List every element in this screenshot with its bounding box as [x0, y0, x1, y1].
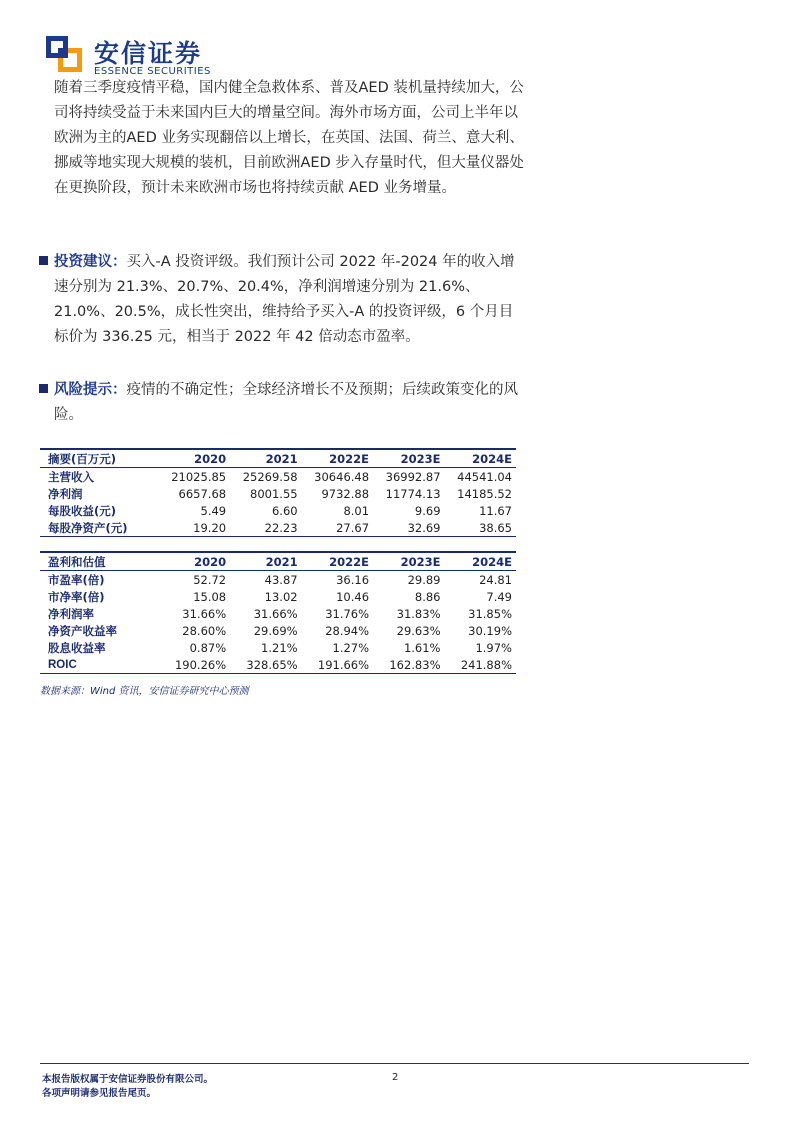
row-label: 每股净资产(元) [40, 519, 159, 537]
table-cell: 25269.58 [242, 469, 298, 484]
financial-summary-table [40, 448, 516, 537]
table-cell: 8001.55 [250, 486, 298, 501]
table-cell: 30.19% [468, 623, 512, 638]
table-cell: 52.72 [193, 572, 227, 587]
header-cell: 2021 [230, 449, 301, 468]
table-cell: 14185.52 [457, 486, 512, 501]
valuation-table [40, 551, 516, 674]
table-cell: 1.97% [475, 640, 512, 655]
table-cell: 29.89 [407, 572, 441, 587]
investment-advice-paragraph [54, 250, 524, 350]
header-cell: 2022E [302, 449, 373, 468]
table-cell: 22.23 [230, 519, 301, 537]
table-cell: 31.76% [325, 606, 370, 621]
table-cell: 31.85% [468, 606, 512, 621]
header-cell: 2024E [445, 552, 517, 571]
table-cell: 1.21% [261, 640, 298, 655]
header-cell: 2020 [159, 449, 230, 468]
header-cell: 2023E [373, 449, 444, 468]
table-cell: 28.94% [325, 623, 370, 638]
company-logo [44, 34, 244, 80]
header-cell: 盈利和估值 [40, 552, 159, 571]
table-cell: 31.66% [253, 606, 298, 621]
page-number: 2 [392, 1072, 399, 1083]
table-cell: 38.65 [445, 519, 516, 537]
table-row [40, 502, 516, 519]
logo-english-name: ESSENCE SECURITIES [94, 66, 211, 77]
table-cell: 30646.48 [314, 469, 370, 484]
table-cell: 1.27% [332, 640, 370, 655]
square-bullet-icon [39, 256, 48, 265]
row-label: ROIC [40, 656, 159, 674]
table-cell: 0.87% [189, 640, 227, 655]
table-cell: 31.83% [396, 606, 441, 621]
row-label: 净资产收益率 [48, 623, 117, 638]
table-row [40, 605, 516, 622]
table-cell: 21025.85 [171, 469, 227, 484]
table-cell: 28.60% [182, 623, 227, 638]
essence-logo-icon [44, 34, 84, 74]
table-cell: 11.67 [479, 503, 512, 518]
table-cell: 1.61% [403, 640, 441, 655]
table-cell: 44541.04 [457, 469, 512, 484]
table-cell: 328.65% [230, 656, 301, 674]
table-header-row [40, 449, 516, 468]
table-header-row [40, 552, 516, 571]
row-label: 每股收益(元) [48, 503, 117, 518]
header-cell: 2021 [230, 552, 301, 571]
table-cell: 19.20 [159, 519, 230, 537]
investment-advice-label: 投资建议： [54, 254, 127, 270]
header-cell: 摘要(百万元) [40, 449, 159, 468]
table-row [40, 571, 516, 589]
table-cell: 8.86 [414, 589, 441, 604]
table-cell: 36.16 [336, 572, 370, 587]
table-cell: 5.49 [200, 503, 227, 518]
table-cell: 11774.13 [385, 486, 441, 501]
table-row [40, 588, 516, 605]
table-cell: 10.46 [336, 589, 370, 604]
table-row [40, 656, 516, 674]
table-row [40, 622, 516, 639]
table-row [40, 639, 516, 656]
table-cell: 36992.87 [385, 469, 441, 484]
table-cell: 191.66% [302, 656, 373, 674]
header-cell: 2024E [445, 449, 516, 468]
header-cell: 2023E [373, 552, 444, 571]
row-label: 股息收益率 [48, 640, 106, 655]
footer-disclaimer: 各项声明请参见报告尾页。 [42, 1088, 157, 1099]
table-cell: 6.60 [271, 503, 298, 518]
table-cell: 162.83% [373, 656, 444, 674]
table-cell: 6657.68 [178, 486, 227, 501]
investment-advice-text: 买入-A 投资评级。我们预计公司 2022 年-2024 年的收入增速分别为 21.3%、20.7%、20.4%，净利润增速分别为 21.6%、21.0%、20.5%，成长性突出，维持给予买入-A 的投资评级，6 个月目标价为 336.25 元，相当于 2022 年 42 倍动态市盈率。 [54, 254, 515, 345]
header-cell: 2022E [302, 552, 373, 571]
table-cell: 29.63% [396, 623, 441, 638]
row-label: 净利润率 [48, 606, 94, 621]
table-cell: 190.26% [159, 656, 230, 674]
row-label: 市盈率(倍) [48, 572, 105, 587]
table-cell: 7.49 [486, 589, 512, 604]
table-cell: 241.88% [445, 656, 517, 674]
table-cell: 9732.88 [321, 486, 370, 501]
data-source-note: 数据来源：Wind 资讯，安信证券研究中心预测 [40, 686, 249, 697]
table-cell: 29.69% [253, 623, 298, 638]
table-cell: 8.01 [343, 503, 370, 518]
risk-warning-paragraph [54, 378, 524, 428]
table-cell: 13.02 [264, 589, 298, 604]
table-cell: 31.66% [182, 606, 227, 621]
body-paragraph-aed: 随着三季度疫情平稳，国内健全急救体系、普及AED 装机量持续加大，公司将持续受益于未来国内巨大的增量空间。海外市场方面，公司上半年以欧洲为主的AED 业务实现翻倍以上增长，在英国、法国、荷兰、意大利、挪威等地实现大规模的装机，目前欧洲AED 步入存量时代，但大量仪器处在更换阶段，预计未来欧洲市场也将持续贡献 AED 业务增量。 [54, 80, 524, 196]
table-cell: 32.69 [373, 519, 444, 537]
logo-chinese-name: 安信证券 [94, 39, 203, 68]
risk-warning-text: 疫情的不确定性；全球经济增长不及预期；后续政策变化的风险。 [54, 382, 518, 423]
table-cell: 15.08 [193, 589, 227, 604]
table-row [40, 468, 516, 486]
table-row [40, 519, 516, 537]
table-cell: 27.67 [302, 519, 373, 537]
footer-divider [40, 1063, 749, 1064]
table-cell: 9.69 [414, 503, 441, 518]
row-label: 净利润 [48, 486, 83, 501]
table-cell: 43.87 [264, 572, 298, 587]
header-cell: 2020 [159, 552, 230, 571]
row-label: 主营收入 [48, 469, 94, 484]
row-label: 市净率(倍) [48, 589, 105, 604]
risk-warning-label: 风险提示： [54, 382, 127, 398]
square-bullet-icon [39, 384, 48, 393]
footer-copyright: 本报告版权属于安信证券股份有限公司。 [42, 1074, 214, 1085]
table-cell: 24.81 [479, 572, 512, 587]
table-row [40, 485, 516, 502]
